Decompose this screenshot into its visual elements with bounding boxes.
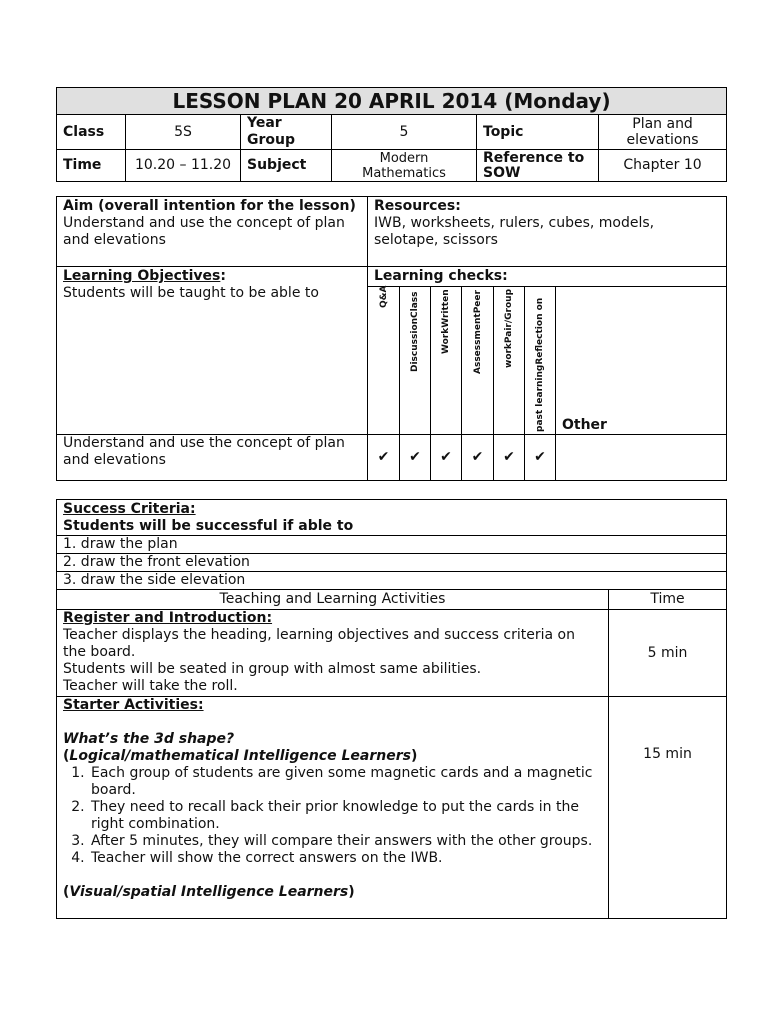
register-time: 5 min bbox=[609, 610, 727, 697]
check-label-group-work: workPair/Group bbox=[504, 288, 514, 368]
register-line: Students will be seated in group with almost same abilities. bbox=[63, 661, 482, 677]
objective-row-text: Understand and use the concept of plan and elevations bbox=[57, 435, 368, 481]
time-heading: Time bbox=[609, 590, 727, 610]
check-column-class-discussion bbox=[400, 287, 431, 435]
time-label: Time bbox=[57, 150, 126, 182]
aim-cell bbox=[57, 197, 368, 267]
check-label-qa: Q&A bbox=[378, 285, 389, 308]
aim-text: Understand and use the concept of plan and elevations bbox=[63, 215, 345, 248]
lesson-header-table bbox=[56, 87, 727, 182]
check-tick-icon: ✔ bbox=[525, 435, 556, 481]
starter-learners-visual: Visual/spatial Intelligence Learners bbox=[69, 884, 349, 900]
criterion-row: 3. draw the side elevation bbox=[57, 572, 727, 590]
resources-heading: Resources: bbox=[374, 198, 461, 214]
check-label-written-work: WorkWritten bbox=[441, 289, 451, 354]
register-heading: Register and Introduction: bbox=[63, 610, 273, 626]
check-label-class-discussion: DiscussionClass bbox=[410, 291, 420, 372]
resources-text: IWB, worksheets, rulers, cubes, models, selotape, scissors bbox=[374, 215, 655, 248]
subject-value: Modern Mathematics bbox=[332, 150, 477, 182]
subject-label: Subject bbox=[241, 150, 332, 182]
reference-value: Chapter 10 bbox=[599, 150, 727, 182]
reference-label: Reference to SOW bbox=[477, 150, 599, 182]
starter-time: 15 min bbox=[609, 697, 727, 919]
starter-learners-logical: Logical/mathematical Intelligence Learners bbox=[69, 748, 411, 764]
success-criteria-subheading: Students will be successful if able to bbox=[63, 518, 354, 534]
starter-step: 3. After 5 minutes, they will compare their answers with the other groups. bbox=[89, 833, 602, 850]
criterion-row: 1. draw the plan bbox=[57, 536, 727, 554]
check-tick-icon: ✔ bbox=[431, 435, 462, 481]
class-label: Class bbox=[57, 115, 126, 150]
starter-heading: Starter Activities: bbox=[63, 697, 204, 713]
success-criteria-cell bbox=[57, 500, 727, 536]
check-label-peer-assessment: AssessmentPeer bbox=[472, 290, 483, 374]
lesson-title: LESSON PLAN 20 APRIL 2014 (Monday) bbox=[57, 88, 727, 115]
aim-heading: Aim (overall intention for the lesson) bbox=[63, 198, 356, 214]
objectives-text: Students will be taught to be able to bbox=[63, 285, 319, 301]
year-group-label: Year Group bbox=[241, 115, 332, 150]
check-label-reflection: past learningReflection on bbox=[535, 297, 545, 432]
objectives-cell bbox=[57, 267, 368, 435]
objectives-colon: : bbox=[220, 268, 226, 284]
check-column-written-work bbox=[431, 287, 462, 435]
register-line: Teacher will take the roll. bbox=[63, 678, 238, 694]
starter-cell: Starter Activities: What’s the 3d shape? (Logical/mathematical Intelligence Learners) 1. Each group of students are given some magnetic cards and a magnetic board. 2. They need to recall back their prior knowledge to put the cards in the right combination. 3. After 5 minutes, they will compare their answers with the other groups. 4. Teacher will show the correct answers on the IWB. (Visual/spatial Intelligence Learners) bbox=[57, 697, 609, 919]
other-cell bbox=[556, 435, 727, 481]
resources-cell bbox=[368, 197, 727, 267]
check-tick-icon: ✔ bbox=[400, 435, 431, 481]
activities-heading: Teaching and Learning Activities bbox=[57, 590, 609, 610]
starter-steps-list bbox=[63, 765, 602, 867]
starter-step: 1. Each group of students are given some magnetic cards and a magnetic board. bbox=[89, 765, 602, 799]
learning-checks-heading: Learning checks: bbox=[368, 267, 727, 287]
success-activities-table bbox=[56, 499, 727, 919]
check-tick-icon: ✔ bbox=[368, 435, 400, 481]
check-column-peer-assessment bbox=[462, 287, 494, 435]
check-tick-icon: ✔ bbox=[462, 435, 494, 481]
objectives-heading: Learning Objectives bbox=[63, 268, 221, 284]
check-column-group-work bbox=[494, 287, 525, 435]
register-cell bbox=[57, 610, 609, 697]
success-criteria-heading: Success Criteria: bbox=[63, 501, 196, 517]
year-group-value: 5 bbox=[332, 115, 477, 150]
check-column-qa bbox=[368, 287, 400, 435]
time-value: 10.20 – 11.20 bbox=[126, 150, 241, 182]
check-column-reflection bbox=[525, 287, 556, 435]
starter-step: 2. They need to recall back their prior knowledge to put the cards in the right combination. bbox=[89, 799, 602, 833]
starter-step: 4. Teacher will show the correct answers on the IWB. bbox=[89, 850, 602, 867]
topic-value: Plan and elevations bbox=[599, 115, 727, 150]
topic-label: Topic bbox=[477, 115, 599, 150]
register-line: Teacher displays the heading, learning objectives and success criteria on the board. bbox=[63, 627, 575, 660]
aim-objectives-table bbox=[56, 196, 727, 481]
class-value: 5S bbox=[126, 115, 241, 150]
starter-question: What’s the 3d shape? bbox=[63, 731, 235, 747]
other-label: Other bbox=[556, 287, 727, 435]
criterion-row: 2. draw the front elevation bbox=[57, 554, 727, 572]
check-tick-icon: ✔ bbox=[494, 435, 525, 481]
